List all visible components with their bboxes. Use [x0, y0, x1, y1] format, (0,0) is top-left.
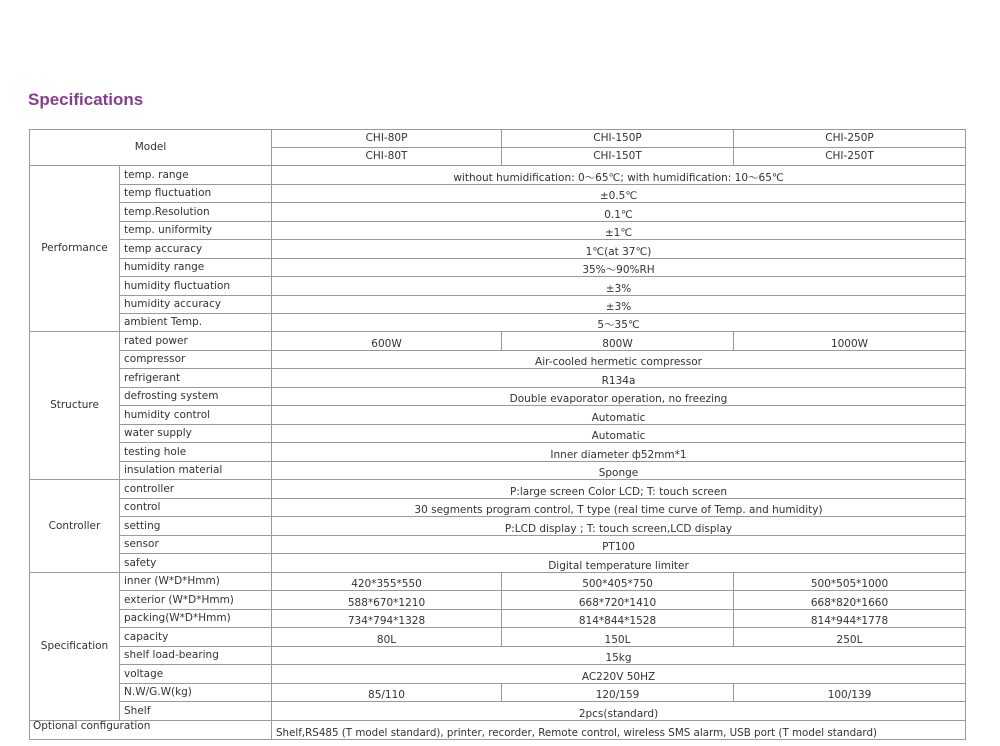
table-row [30, 259, 966, 277]
table-row [30, 517, 966, 536]
row-label: humidity fluctuation [120, 277, 272, 296]
row-label: testing hole [120, 443, 272, 462]
row-value: 1℃(at 37℃) [272, 240, 966, 259]
row-value: 85/110 [272, 684, 502, 702]
row-label: ambient Temp. [120, 314, 272, 332]
row-label: humidity control [120, 406, 272, 425]
row-value: 668*820*1660 [734, 591, 966, 610]
row-value: 1000W [734, 332, 966, 351]
row-label: temp accuracy [120, 240, 272, 259]
row-value: 814*944*1778 [734, 610, 966, 628]
row-value: Sponge [272, 462, 966, 480]
table-row [30, 277, 966, 296]
row-value: 0.1℃ [272, 203, 966, 222]
row-value: 734*794*1328 [272, 610, 502, 628]
optional-configuration-value: Shelf,RS485 (T model standard), printer, recorder, Remote control, wireless SMS alarm, USB port (T model standard) [272, 721, 966, 740]
row-label: sensor [120, 536, 272, 554]
row-value: 500*505*1000 [734, 573, 966, 591]
table-row [30, 369, 966, 388]
row-value: 588*670*1210 [272, 591, 502, 610]
category-structure: Structure [30, 332, 120, 480]
row-value: ±3% [272, 296, 966, 314]
row-label: insulation material [120, 462, 272, 480]
row-label: rated power [120, 332, 272, 351]
table-row [30, 480, 966, 499]
row-value: Automatic [272, 425, 966, 443]
row-label: temp. range [120, 166, 272, 185]
row-label: control [120, 499, 272, 517]
table-row [30, 684, 966, 702]
row-value: 150L [502, 628, 734, 647]
row-value: 668*720*1410 [502, 591, 734, 610]
table-row [30, 185, 966, 203]
row-value: without humidification: 0～65℃; with humidification: 10～65℃ [272, 166, 966, 185]
table-row [30, 332, 966, 351]
table-row [30, 462, 966, 480]
model-p-3: CHI-250P [734, 130, 966, 148]
row-label: water supply [120, 425, 272, 443]
row-value: 814*844*1528 [502, 610, 734, 628]
table-row [30, 314, 966, 332]
row-value: 5～35℃ [272, 314, 966, 332]
optional-configuration-row [30, 721, 966, 740]
row-label: voltage [120, 665, 272, 684]
category-controller: Controller [30, 480, 120, 573]
table-row [30, 351, 966, 369]
table-row [30, 647, 966, 665]
row-value: ±0.5℃ [272, 185, 966, 203]
row-value: 250L [734, 628, 966, 647]
row-value: 100/139 [734, 684, 966, 702]
model-p-2: CHI-150P [502, 130, 734, 148]
row-label: shelf load-bearing [120, 647, 272, 665]
table-row [30, 702, 966, 721]
model-row-p [30, 130, 966, 148]
row-value: 15kg [272, 647, 966, 665]
table-row [30, 628, 966, 647]
row-label: temp fluctuation [120, 185, 272, 203]
table-row [30, 499, 966, 517]
table-row [30, 406, 966, 425]
row-label: setting [120, 517, 272, 536]
table-row [30, 554, 966, 573]
table-row [30, 296, 966, 314]
table-row [30, 425, 966, 443]
row-value: 30 segments program control, T type (real time curve of Temp. and humidity) [272, 499, 966, 517]
row-label: Shelf [120, 702, 272, 721]
table-row [30, 443, 966, 462]
row-value: 420*355*550 [272, 573, 502, 591]
row-value: R134a [272, 369, 966, 388]
row-value: Double evaporator operation, no freezing [272, 388, 966, 406]
row-value: Inner diameter ф52mm*1 [272, 443, 966, 462]
row-value: 600W [272, 332, 502, 351]
model-p-1: CHI-80P [272, 130, 502, 148]
row-label: compressor [120, 351, 272, 369]
row-value: 800W [502, 332, 734, 351]
row-label: controller [120, 480, 272, 499]
table-row [30, 665, 966, 684]
row-label: N.W/G.W(kg) [120, 684, 272, 702]
row-value: PT100 [272, 536, 966, 554]
row-value: 80L [272, 628, 502, 647]
model-t-1: CHI-80T [272, 148, 502, 166]
row-value: Digital temperature limiter [272, 554, 966, 573]
row-value: Automatic [272, 406, 966, 425]
row-label: safety [120, 554, 272, 573]
row-label: packing(W*D*Hmm) [120, 610, 272, 628]
table-row [30, 536, 966, 554]
row-label: defrosting system [120, 388, 272, 406]
row-value: P:large screen Color LCD; T: touch screen [272, 480, 966, 499]
table-row [30, 166, 966, 185]
table-row [30, 573, 966, 591]
category-performance: Performance [30, 166, 120, 332]
row-value: AC220V 50HZ [272, 665, 966, 684]
row-value: 35%～90%RH [272, 259, 966, 277]
row-label: inner (W*D*Hmm) [120, 573, 272, 591]
row-label: refrigerant [120, 369, 272, 388]
row-label: exterior (W*D*Hmm) [120, 591, 272, 610]
row-label: temp. uniformity [120, 222, 272, 240]
row-label: humidity range [120, 259, 272, 277]
table-row [30, 222, 966, 240]
table-row [30, 591, 966, 610]
model-t-2: CHI-150T [502, 148, 734, 166]
optional-configuration-label: Optional configuration [30, 721, 272, 740]
row-label: temp.Resolution [120, 203, 272, 222]
row-value: Air-cooled hermetic compressor [272, 351, 966, 369]
row-value: ±3% [272, 277, 966, 296]
model-label: Model [30, 130, 272, 166]
row-label: capacity [120, 628, 272, 647]
table-row [30, 240, 966, 259]
table-row [30, 610, 966, 628]
row-value: 120/159 [502, 684, 734, 702]
row-value: P:LCD display ; T: touch screen,LCD display [272, 517, 966, 536]
row-value: 500*405*750 [502, 573, 734, 591]
model-t-3: CHI-250T [734, 148, 966, 166]
row-value: 2pcs(standard) [272, 702, 966, 721]
specifications-table [29, 129, 966, 740]
row-value: ±1℃ [272, 222, 966, 240]
category-specification: Specification [30, 573, 120, 721]
table-row [30, 388, 966, 406]
table-row [30, 203, 966, 222]
row-label: humidity accuracy [120, 296, 272, 314]
page-title: Specifications [28, 90, 144, 109]
